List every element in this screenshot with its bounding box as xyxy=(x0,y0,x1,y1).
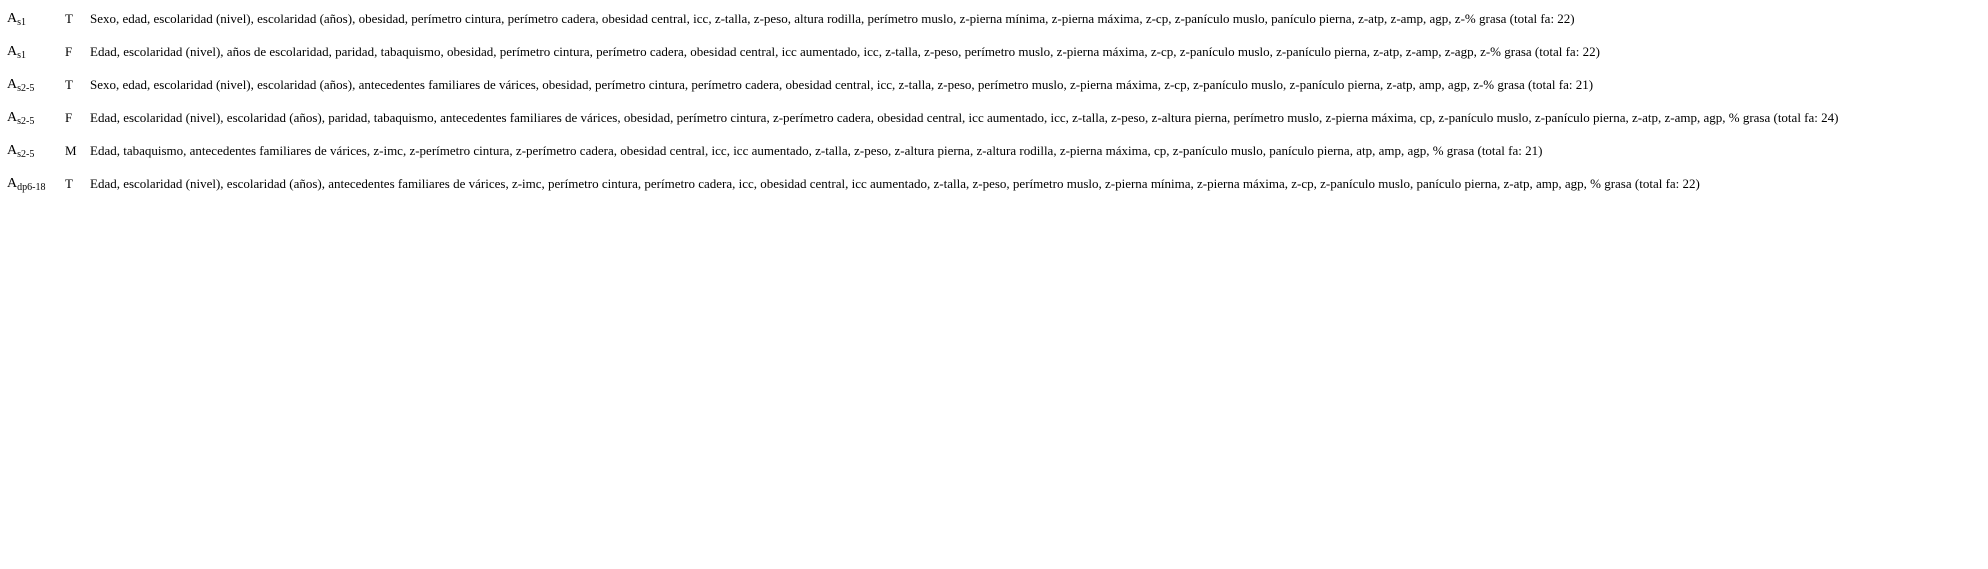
model-subscript: dp6-18 xyxy=(17,182,46,193)
model-subscript: s1 xyxy=(17,17,27,28)
sex-code: F xyxy=(65,44,73,59)
sex-code: F xyxy=(65,110,73,125)
sex-code: T xyxy=(65,176,73,191)
model-label xyxy=(7,11,59,27)
model-label xyxy=(7,44,59,60)
model-label xyxy=(7,77,59,93)
variable-list: Edad, escolaridad (nivel), escolaridad (años), paridad, tabaquismo, antecedentes familiares de várices, obesidad, perímetro cintura, z-perímetro cadera, obesidad central, icc aumentado, icc, z-talla, z-peso, z-altura pierna, perímetro muslo, z-pierna máxima, cp, z-panículo muslo, z-panículo pierna, z-atp, z-amp, agp, % grasa (total fa: 24) xyxy=(90,110,1839,125)
model-subscript: s1 xyxy=(17,50,27,61)
model-label xyxy=(7,110,59,126)
model-subscript: s2-5 xyxy=(17,116,35,127)
table-row xyxy=(7,77,1988,110)
variable-list: Edad, escolaridad (nivel), años de escolaridad, paridad, tabaquismo, obesidad, perímetro cintura, perímetro cadera, obesidad central, icc aumentado, icc, z-talla, z-peso, perímetro muslo, z-pierna máxima, z-cp, z-panículo muslo, z-panículo pierna, z-atp, z-amp, z-agp, z-% grasa (total fa: 22) xyxy=(90,44,1600,59)
table-row xyxy=(7,176,1988,209)
model-letter: A xyxy=(7,77,18,92)
model-letter: A xyxy=(7,176,18,191)
variable-list: Edad, tabaquismo, antecedentes familiares de várices, z-imc, z-perímetro cintura, z-perímetro cadera, obesidad central, icc, icc aumentado, z-talla, z-peso, z-altura pierna, z-altura rodilla, z-pierna máxima, cp, z-panículo muslo, panículo pierna, atp, amp, agp, % grasa (total fa: 21) xyxy=(90,143,1543,158)
table-row xyxy=(7,11,1988,44)
table-row xyxy=(7,44,1988,77)
model-subscript: s2-5 xyxy=(17,149,35,160)
model-letter: A xyxy=(7,11,18,26)
variable-list: Sexo, edad, escolaridad (nivel), escolaridad (años), antecedentes familiares de várices, obesidad, perímetro cintura, perímetro cadera, obesidad central, icc, z-talla, z-peso, perímetro muslo, z-pierna máxima, z-cp, z-panículo muslo, z-panículo pierna, z-atp, amp, agp, z-% grasa (total fa: 21) xyxy=(90,77,1594,92)
table-row xyxy=(7,110,1988,143)
sex-code: M xyxy=(65,143,77,158)
variables-table xyxy=(7,11,1988,209)
sex-code: T xyxy=(65,11,73,26)
variable-list: Sexo, edad, escolaridad (nivel), escolaridad (años), obesidad, perímetro cintura, perímetro cadera, obesidad central, icc, z-talla, z-peso, altura rodilla, perímetro muslo, z-pierna mínima, z-pierna máxima, z-cp, z-panículo muslo, panículo pierna, z-atp, z-amp, agp, z-% grasa (total fa: 22) xyxy=(90,11,1575,26)
table-row xyxy=(7,143,1988,176)
model-letter: A xyxy=(7,110,18,125)
model-label xyxy=(7,176,59,192)
model-subscript: s2-5 xyxy=(17,83,35,94)
sex-code: T xyxy=(65,77,73,92)
model-letter: A xyxy=(7,44,18,59)
model-letter: A xyxy=(7,143,18,158)
model-label xyxy=(7,143,59,159)
variable-list: Edad, escolaridad (nivel), escolaridad (años), antecedentes familiares de várices, z-imc, perímetro cintura, perímetro cadera, icc, obesidad central, icc aumentado, z-talla, z-peso, perímetro muslo, z-pierna mínima, z-pierna máxima, z-cp, z-panículo muslo, panículo pierna, z-atp, amp, agp, % grasa (total fa: 22) xyxy=(90,176,1700,191)
